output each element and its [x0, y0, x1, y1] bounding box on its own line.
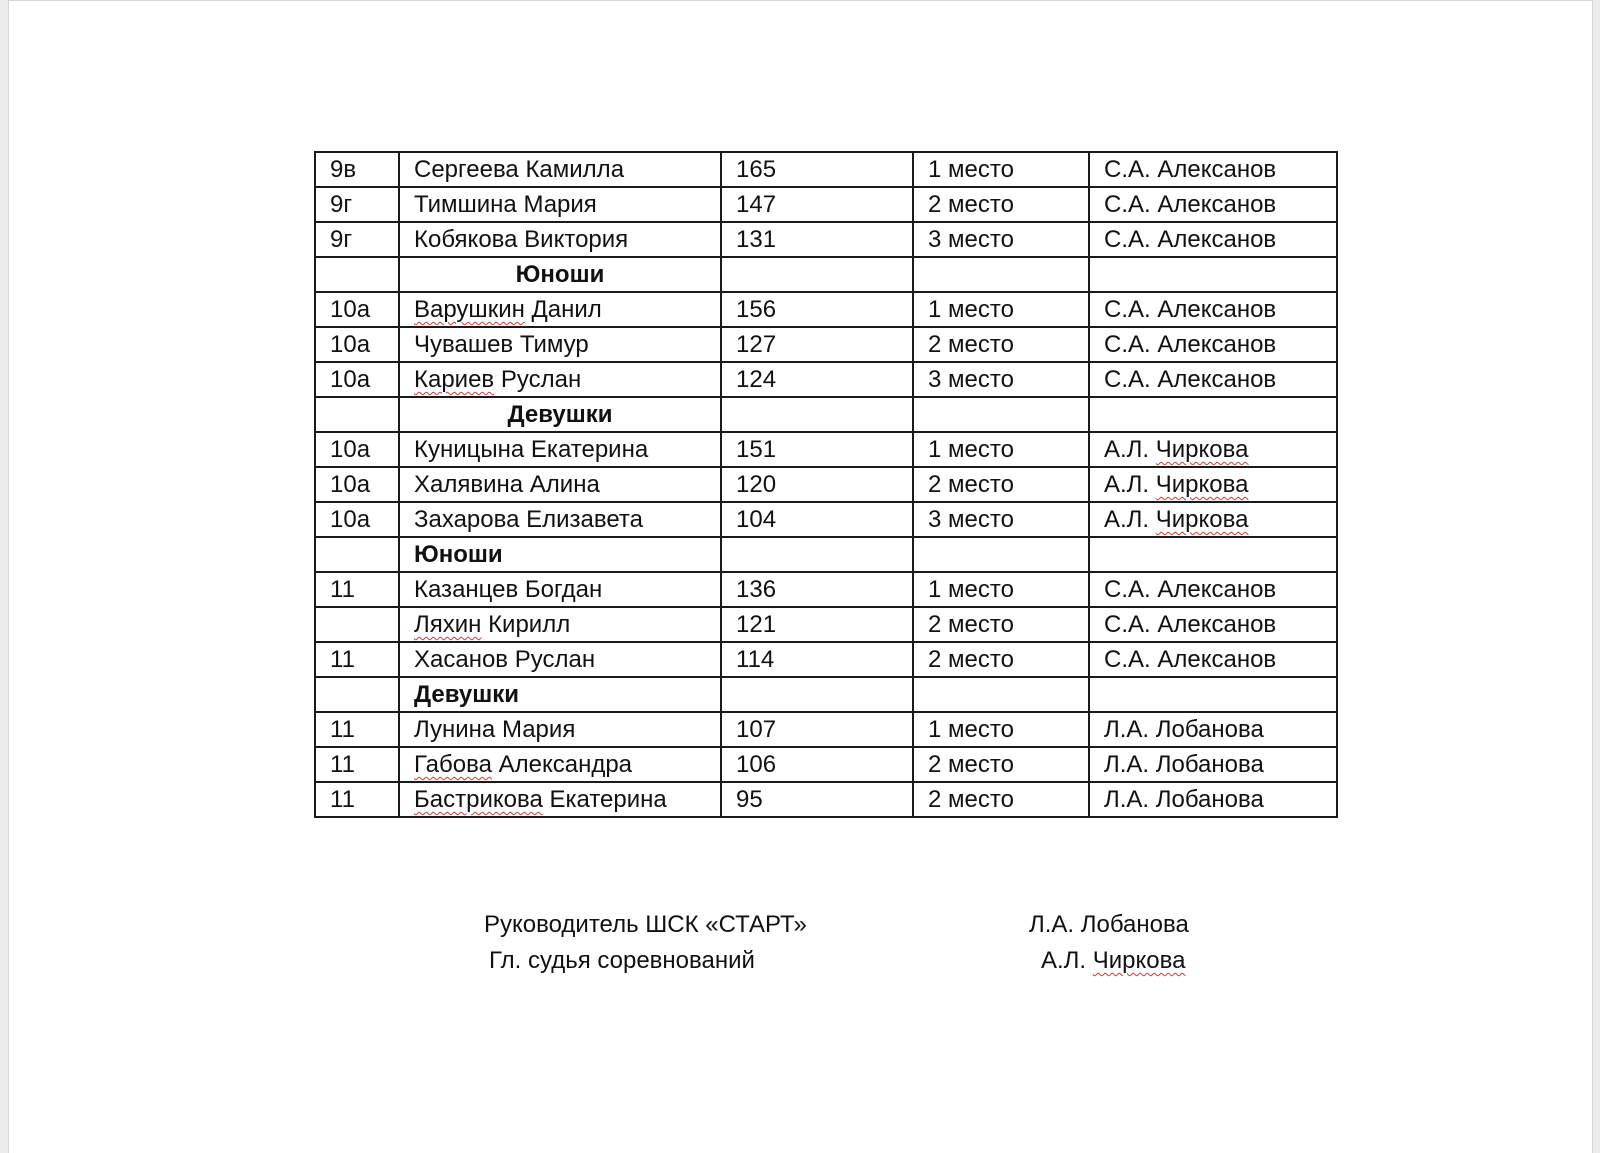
table-row [315, 712, 1337, 747]
cell-place: 1 место [913, 432, 1089, 467]
cell-class: 10а [315, 362, 399, 397]
cell-place: 2 место [913, 782, 1089, 817]
cell-points [721, 677, 913, 712]
cell-coach: С.А. Алексанов [1089, 187, 1337, 222]
judge-name [1041, 947, 1185, 975]
spellcheck-word: Чиркова [1155, 506, 1249, 533]
cell-coach: С.А. Алексанов [1089, 642, 1337, 677]
cell-name: Кариев Руслан [399, 362, 721, 397]
cell-place: 1 место [913, 152, 1089, 187]
cell-points: 107 [721, 712, 913, 747]
cell-class [315, 677, 399, 712]
table-row [315, 292, 1337, 327]
cell-place [913, 397, 1089, 432]
cell-class [315, 607, 399, 642]
section-heading: Юноши [399, 257, 721, 292]
table-row [315, 572, 1337, 607]
cell-coach: Л.А. Лобанова [1089, 712, 1337, 747]
cell-class [315, 397, 399, 432]
cell-coach [1089, 257, 1337, 292]
cell-class: 10а [315, 292, 399, 327]
results-table [314, 151, 1338, 818]
cell-name: Чувашев Тимур [399, 327, 721, 362]
cell-class: 11 [315, 782, 399, 817]
spellcheck-word: Чиркова [1155, 471, 1249, 498]
head-name: Л.А. Лобанова [1029, 911, 1189, 938]
section-heading: Девушки [399, 397, 721, 432]
table-row [315, 362, 1337, 397]
cell-coach: С.А. Алексанов [1089, 292, 1337, 327]
table-row [315, 747, 1337, 782]
cell-coach: Л.А. Лобанова [1089, 747, 1337, 782]
cell-points [721, 397, 913, 432]
cell-place: 2 место [913, 642, 1089, 677]
table-row [315, 607, 1337, 642]
judge-surname: Чиркова [1092, 947, 1186, 974]
cell-place: 2 место [913, 607, 1089, 642]
cell-class: 9в [315, 152, 399, 187]
table-row [315, 782, 1337, 817]
cell-name: Бастрикова Екатерина [399, 782, 721, 817]
cell-coach: С.А. Алексанов [1089, 362, 1337, 397]
cell-class: 10а [315, 467, 399, 502]
cell-place [913, 537, 1089, 572]
table-row [315, 432, 1337, 467]
cell-points: 147 [721, 187, 913, 222]
section-heading-row [315, 677, 1337, 712]
cell-place: 2 место [913, 467, 1089, 502]
section-heading-row [315, 257, 1337, 292]
document-page [8, 0, 1593, 1153]
cell-name: Захарова Елизавета [399, 502, 721, 537]
cell-points: 151 [721, 432, 913, 467]
cell-place: 1 место [913, 712, 1089, 747]
cell-class: 11 [315, 747, 399, 782]
head-role: Руководитель ШСК «СТАРТ» [484, 911, 807, 938]
cell-place: 2 место [913, 187, 1089, 222]
cell-coach [1089, 677, 1337, 712]
cell-points: 106 [721, 747, 913, 782]
cell-class: 10а [315, 502, 399, 537]
spellcheck-word: Чиркова [1155, 436, 1249, 463]
cell-place: 3 место [913, 222, 1089, 257]
cell-place: 3 место [913, 502, 1089, 537]
judge-initials: А.Л. [1041, 947, 1093, 974]
cell-name: Кобякова Виктория [399, 222, 721, 257]
cell-class: 11 [315, 642, 399, 677]
cell-name: Хасанов Руслан [399, 642, 721, 677]
cell-class: 11 [315, 712, 399, 747]
cell-place: 1 место [913, 292, 1089, 327]
cell-class [315, 537, 399, 572]
table-row [315, 187, 1337, 222]
cell-name: Казанцев Богдан [399, 572, 721, 607]
table-row [315, 467, 1337, 502]
cell-name: Куницына Екатерина [399, 432, 721, 467]
cell-points: 114 [721, 642, 913, 677]
cell-coach [1089, 397, 1337, 432]
cell-coach: А.Л. Чиркова [1089, 502, 1337, 537]
table-row [315, 152, 1337, 187]
spellcheck-word: Ляхин [414, 611, 482, 638]
section-heading: Юноши [399, 537, 721, 572]
cell-class: 11 [315, 572, 399, 607]
cell-points: 156 [721, 292, 913, 327]
cell-points: 124 [721, 362, 913, 397]
cell-name: Сергеева Камилла [399, 152, 721, 187]
cell-place [913, 677, 1089, 712]
cell-name: Варушкин Данил [399, 292, 721, 327]
cell-place: 2 место [913, 747, 1089, 782]
cell-coach: С.А. Алексанов [1089, 607, 1337, 642]
cell-points [721, 537, 913, 572]
cell-coach: С.А. Алексанов [1089, 327, 1337, 362]
section-heading-row [315, 537, 1337, 572]
cell-coach: Л.А. Лобанова [1089, 782, 1337, 817]
cell-points: 95 [721, 782, 913, 817]
cell-points: 120 [721, 467, 913, 502]
spellcheck-word: Варушкин [414, 296, 525, 323]
spellcheck-word: Габова [414, 751, 492, 778]
cell-name: Ляхин Кирилл [399, 607, 721, 642]
cell-coach: С.А. Алексанов [1089, 222, 1337, 257]
cell-points: 131 [721, 222, 913, 257]
cell-points: 121 [721, 607, 913, 642]
table-row [315, 642, 1337, 677]
cell-points [721, 257, 913, 292]
cell-class [315, 257, 399, 292]
cell-class: 10а [315, 327, 399, 362]
cell-points: 136 [721, 572, 913, 607]
cell-coach [1089, 537, 1337, 572]
table-row [315, 327, 1337, 362]
results-table-body [315, 152, 1337, 817]
cell-name: Лунина Мария [399, 712, 721, 747]
section-heading: Девушки [399, 677, 721, 712]
cell-points: 165 [721, 152, 913, 187]
cell-place: 2 место [913, 327, 1089, 362]
cell-class: 9г [315, 222, 399, 257]
section-heading-row [315, 397, 1337, 432]
cell-place [913, 257, 1089, 292]
table-row [315, 502, 1337, 537]
cell-coach: А.Л. Чиркова [1089, 432, 1337, 467]
cell-class: 10а [315, 432, 399, 467]
spellcheck-word: Кариев [414, 366, 495, 393]
cell-points: 127 [721, 327, 913, 362]
cell-class: 9г [315, 187, 399, 222]
cell-place: 1 место [913, 572, 1089, 607]
cell-coach: С.А. Алексанов [1089, 572, 1337, 607]
cell-coach: А.Л. Чиркова [1089, 467, 1337, 502]
table-row [315, 222, 1337, 257]
cell-points: 104 [721, 502, 913, 537]
cell-name: Габова Александра [399, 747, 721, 782]
cell-name: Тимшина Мария [399, 187, 721, 222]
judge-role: Гл. судья соревнований [489, 947, 755, 974]
cell-name: Халявина Алина [399, 467, 721, 502]
cell-place: 3 место [913, 362, 1089, 397]
spellcheck-word: Бастрикова [414, 786, 543, 813]
cell-coach: С.А. Алексанов [1089, 152, 1337, 187]
